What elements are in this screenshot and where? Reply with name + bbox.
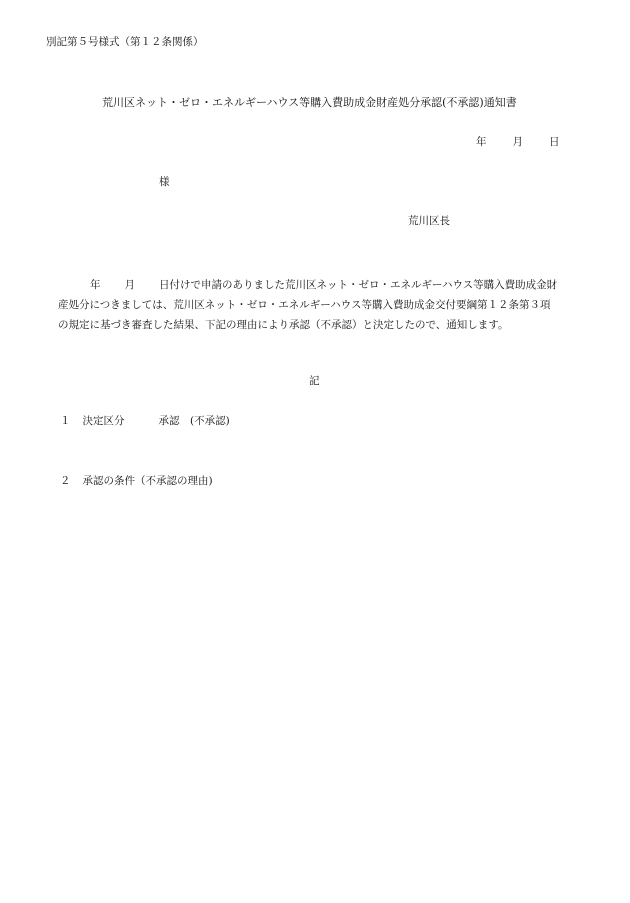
body-line-1 <box>58 275 578 295</box>
date-day: 日 <box>549 136 560 148</box>
date-line <box>476 137 560 148</box>
body-month: 月 <box>124 279 135 291</box>
issuer-name: 荒川区長 <box>408 215 450 227</box>
date-year: 年 <box>476 136 487 148</box>
document-title: 荒川区ネット・ゼロ・エネルギーハウス等購入費助成金財産処分承認(不承認)通知書 <box>102 96 517 109</box>
item-label: 決定区分 <box>82 415 125 427</box>
decision-item <box>60 416 230 427</box>
body-line-3: の規定に基づき審査した結果、下記の理由により承認（不承認）と決定したので、通知します。 <box>58 319 509 331</box>
condition-item <box>60 476 213 487</box>
item-value: 承認 (不承認) <box>158 415 230 427</box>
form-number: 別記第５号様式（第１２条関係） <box>46 36 204 48</box>
body-line-1-text: 日付けで申請のありました荒川区ネット・ゼロ・エネルギーハウス等購入費助成金財 <box>159 279 558 291</box>
item-number: ２ <box>60 475 71 487</box>
ki-heading: 記 <box>309 375 320 387</box>
addressee-suffix: 様 <box>159 176 170 188</box>
body-line-2: 産処分につきましては、荒川区ネット・ゼロ・エネルギーハウス等購入費助成金交付要綱第１２条第３項 <box>58 299 551 311</box>
item-number: １ <box>60 415 71 427</box>
item-label: 承認の条件（不承認の理由) <box>82 475 213 487</box>
date-month: 月 <box>512 136 523 148</box>
notice-body <box>58 275 578 335</box>
body-year: 年 <box>90 279 101 291</box>
